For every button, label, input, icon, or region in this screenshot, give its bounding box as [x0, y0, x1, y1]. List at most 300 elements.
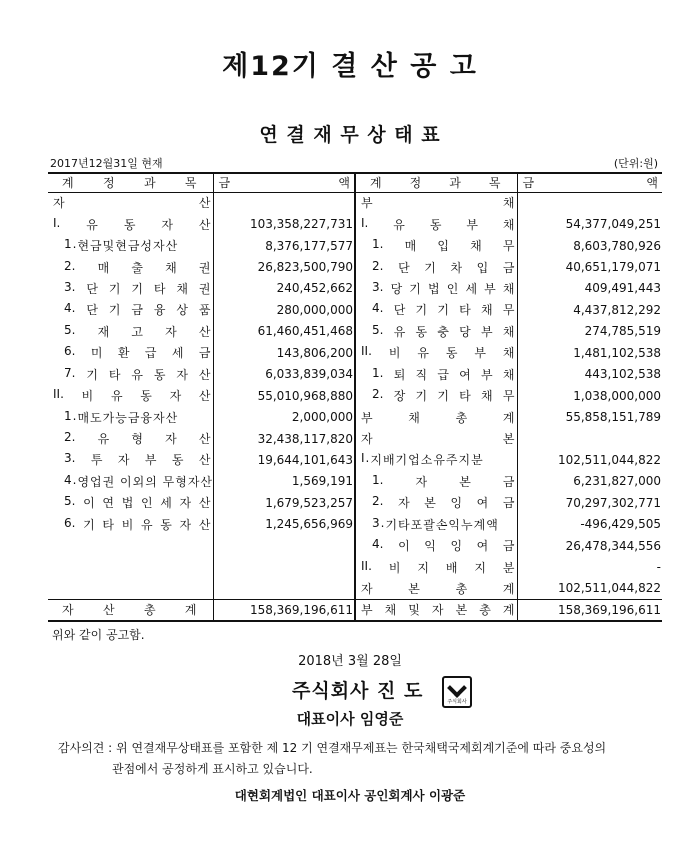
- table-row: [48, 213, 662, 234]
- account-label-part: 융: [153, 303, 166, 318]
- account-label-part: 산: [198, 324, 211, 339]
- account-label-part: 기: [131, 281, 143, 296]
- publication-date: 2018년 3월 28일: [298, 654, 402, 669]
- amount-cell: 61,460,451,468: [213, 321, 355, 342]
- amount-cell: 1,481,102,538: [517, 342, 662, 363]
- account-label-part: 정: [102, 176, 115, 191]
- account-label-part: 1.: [372, 237, 384, 252]
- account-label-part: 5.: [64, 322, 76, 337]
- account-label-part: 익: [424, 539, 436, 554]
- account-label-part: 부: [481, 367, 493, 382]
- account-label-part: 미: [90, 346, 103, 361]
- account-label-part: 비: [388, 346, 401, 361]
- account-label-part: 본: [459, 474, 471, 489]
- account-label-part: 단: [398, 260, 410, 275]
- amount-cell: 26,823,500,790: [213, 256, 355, 277]
- table-row: [48, 514, 662, 535]
- account-label-part: 자: [62, 603, 74, 618]
- table-row: [48, 192, 662, 213]
- table-row: [48, 471, 662, 492]
- account-label-part: 산: [198, 453, 211, 468]
- table-row: [48, 535, 662, 556]
- account-label-part: 1.: [64, 237, 78, 252]
- account-label-part: 자: [415, 474, 428, 489]
- account-label-part: 여: [459, 367, 471, 382]
- balance-sheet-table: [48, 172, 662, 622]
- notice-text: 위와 같이 공고함.: [52, 628, 145, 642]
- account-label-part: 타: [459, 389, 471, 404]
- account-label-part: 차: [450, 260, 463, 275]
- account-label-part: 금: [502, 260, 515, 275]
- table-row: [48, 449, 662, 470]
- account-label-part: 세: [160, 496, 172, 511]
- amount-cell: [517, 428, 662, 449]
- account-label-part: 동: [140, 389, 152, 404]
- account-label: [50, 301, 211, 318]
- account-label-part: 산: [198, 496, 211, 511]
- account-label-part: 부: [484, 281, 496, 296]
- audit-opinion-line1: 감사의견 : 위 연결재무상태표를 포함한 제 12 기 연결재무제표는 한국채택국제회계기준에 따라 중요성의: [58, 741, 607, 755]
- account-label-part: 매도가능금융자산: [77, 410, 179, 425]
- account-label-part: 법: [121, 496, 134, 511]
- amount-cell: 4,437,812,292: [517, 299, 662, 320]
- account-label-part: 기: [86, 367, 98, 382]
- table-row: [48, 556, 662, 577]
- account-label-part: 기타포괄손익누계액: [385, 517, 499, 532]
- account-label: [358, 580, 515, 597]
- account-label-part: 투: [90, 453, 103, 468]
- account-label-part: 동: [123, 217, 136, 232]
- table-row: [48, 299, 662, 320]
- account-label-part: 자: [53, 196, 65, 211]
- account-label-part: 자: [179, 496, 192, 511]
- account-label-part: 자: [431, 603, 444, 618]
- account-label-part: 당: [390, 281, 403, 296]
- account-label-part: 3.: [372, 279, 384, 294]
- amount-header: 금 액: [218, 176, 350, 191]
- auditor-name: 대현회계법인 대표이사 공인회계사 이광준: [234, 788, 466, 803]
- account-label-part: 세: [465, 281, 478, 296]
- account-label-part: 채: [502, 217, 515, 232]
- account-label-part: 산: [198, 217, 211, 232]
- account-label-part: 계: [370, 176, 382, 191]
- table-row: [48, 321, 662, 342]
- account-label-part: 급: [144, 346, 157, 361]
- account-label: [358, 516, 515, 533]
- account-label-part: 퇴: [393, 367, 406, 382]
- amount-cell: 54,377,049,251: [517, 213, 662, 234]
- account-label-part: 인: [446, 281, 459, 296]
- account-label-part: 3.: [64, 279, 76, 294]
- amount-cell: 32,438,117,820: [213, 428, 355, 449]
- amount-cell: 55,010,968,880: [213, 385, 355, 406]
- account-label-part: 타: [153, 281, 166, 296]
- account-label-part: 유: [97, 432, 110, 447]
- table-row: [48, 256, 662, 277]
- account-label-part: 지: [417, 560, 429, 575]
- amount-cell: 409,491,443: [517, 278, 662, 299]
- account-label-part: 자: [361, 432, 373, 447]
- table-header-row: [48, 173, 662, 192]
- account-label-part: 자: [179, 517, 192, 532]
- account-label: [358, 344, 515, 361]
- account-label-part: 유: [393, 324, 406, 339]
- amount-cell: 158,369,196,611: [517, 599, 662, 620]
- account-label: [358, 494, 515, 511]
- account-label-part: 잉: [450, 539, 463, 554]
- account-label-part: 2.: [372, 494, 384, 509]
- account-label-part: 금: [131, 303, 143, 318]
- amount-cell: [213, 535, 355, 556]
- unit-label: (단위:원): [613, 157, 658, 170]
- account-label: [50, 430, 211, 447]
- amount-cell: -496,429,505: [517, 514, 662, 535]
- account-label-part: 상: [176, 303, 188, 318]
- amount-cell: 8,376,177,577: [213, 235, 355, 256]
- account-label-part: 정: [409, 176, 422, 191]
- account-label-part: 환: [117, 346, 130, 361]
- account-label: [358, 409, 515, 426]
- account-label-part: 본: [502, 432, 515, 447]
- account-label: [50, 259, 211, 276]
- account-label: [50, 323, 211, 340]
- account-label-part: 직: [415, 367, 428, 382]
- account-label-part: 잉: [450, 496, 463, 511]
- account-label-part: 고: [131, 324, 143, 339]
- account-label-part: 유: [140, 517, 153, 532]
- account-label-part: 1.: [372, 472, 384, 487]
- amount-cell: 19,644,101,643: [213, 449, 355, 470]
- account-label: [50, 387, 211, 404]
- account-label-part: 채: [502, 324, 515, 339]
- account-label-part: 재: [97, 324, 110, 339]
- amount-cell: 1,038,000,000: [517, 385, 662, 406]
- account-label-part: 금: [502, 474, 515, 489]
- account-label-part: 채: [502, 281, 515, 296]
- account-label-part: 비: [81, 389, 94, 404]
- amount-cell: [213, 192, 355, 213]
- account-label-part: 산: [198, 196, 211, 211]
- account-label-part: 당: [459, 324, 471, 339]
- amount-cell: 6,033,839,034: [213, 364, 355, 385]
- account-label-part: II.: [53, 387, 64, 402]
- account-label-part: 비: [388, 560, 401, 575]
- account-label-part: 동: [171, 453, 184, 468]
- amount-cell: 443,102,538: [517, 364, 662, 385]
- account-label: [50, 601, 211, 618]
- amount-cell: 8,603,780,926: [517, 235, 662, 256]
- account-label: [358, 237, 515, 254]
- amount-cell: 103,358,227,731: [213, 213, 355, 234]
- account-label-part: 금: [502, 539, 515, 554]
- amount-cell: 70,297,302,771: [517, 492, 662, 513]
- account-label-part: II.: [361, 344, 372, 359]
- amount-cell: 26,478,344,556: [517, 535, 662, 556]
- account-label-part: 법: [428, 281, 440, 296]
- account-label: [50, 494, 211, 511]
- account-label: [358, 451, 515, 468]
- account-label-part: 산: [102, 603, 115, 618]
- account-label-part: 4.: [372, 301, 384, 316]
- account-label-part: 유: [131, 367, 143, 382]
- page-title: 제12기 결 산 공 고: [222, 51, 478, 82]
- account-label: [358, 323, 515, 340]
- account-label: [358, 194, 515, 211]
- account-label-part: 채: [408, 410, 420, 425]
- account-label: [358, 366, 515, 383]
- account-label-part: 총: [455, 410, 468, 425]
- account-label-part: 채: [502, 367, 515, 382]
- account-label-part: I.: [361, 215, 369, 230]
- account-label-part: 부: [144, 453, 157, 468]
- account-label-part: 유: [417, 346, 429, 361]
- statement-title: 연 결 재 무 상 태 표: [259, 124, 441, 146]
- account-label-part: 인: [140, 496, 153, 511]
- amount-cell: 143,806,200: [213, 342, 355, 363]
- account-label-part: 자: [165, 324, 177, 339]
- amount-cell: 102,511,044,822: [517, 449, 662, 470]
- table-row: [48, 492, 662, 513]
- account-label: [50, 237, 211, 254]
- ceo-name: 대표이사 임영준: [296, 710, 404, 728]
- account-label-part: 5.: [372, 322, 384, 337]
- amount-cell: 102,511,044,822: [517, 578, 662, 599]
- account-label-part: 출: [131, 260, 143, 275]
- account-label-part: 목: [184, 176, 197, 191]
- account-label-part: 연: [102, 496, 115, 511]
- amount-cell: 1,679,523,257: [213, 492, 355, 513]
- account-label-part: 금: [198, 346, 211, 361]
- account-label-part: 유: [110, 389, 123, 404]
- table-row: [48, 578, 662, 599]
- account-label-part: 2.: [372, 258, 384, 273]
- account-label-part: 자: [398, 496, 410, 511]
- amount-cell: 40,651,179,071: [517, 256, 662, 277]
- account-label-part: 본: [455, 603, 468, 618]
- account-label-part: 장: [393, 389, 406, 404]
- account-label-part: II.: [361, 558, 372, 573]
- account-label: [50, 280, 211, 297]
- account-label-part: 매: [404, 239, 417, 254]
- account-label-part: 기: [437, 389, 449, 404]
- account-label-part: 총: [479, 603, 491, 618]
- amount-cell: 55,858,151,789: [517, 406, 662, 427]
- account-label-part: 자: [161, 217, 173, 232]
- audit-opinion: [58, 738, 678, 780]
- account-label-part: 부: [474, 346, 486, 361]
- account-label-part: 현금및현금성자산: [77, 239, 179, 254]
- account-label-part: 계: [184, 603, 197, 618]
- account-label-part: 무: [502, 303, 515, 318]
- account-label: [50, 451, 211, 468]
- account-label-part: 배: [445, 560, 458, 575]
- account-label-part: 단: [86, 303, 98, 318]
- account-label-part: 및: [408, 603, 420, 618]
- account-label-part: 목: [488, 176, 501, 191]
- account-label-part: 이: [83, 496, 95, 511]
- account-label-part: 동: [160, 517, 172, 532]
- account-label-part: 부: [361, 603, 373, 618]
- account-label-part: 유: [86, 217, 98, 232]
- account-label-part: 동: [415, 324, 428, 339]
- account-label-part: 총: [455, 581, 468, 596]
- account-label-part: 7.: [64, 365, 76, 380]
- amount-cell: 1,569,191: [213, 471, 355, 492]
- account-label-part: 기: [424, 260, 436, 275]
- account-label-part: 입: [476, 260, 489, 275]
- account-label: [50, 366, 211, 383]
- account-label-part: 6.: [64, 344, 76, 359]
- account-label-part: 자: [165, 432, 177, 447]
- amount-cell: 1,245,656,969: [213, 514, 355, 535]
- amount-cell: 2,000,000: [213, 406, 355, 427]
- account-label: [50, 473, 211, 490]
- account-label-part: 기: [437, 303, 449, 318]
- account-label-part: 여: [476, 496, 489, 511]
- account-label-part: 본: [424, 496, 436, 511]
- table-total-row: [48, 599, 662, 620]
- amount-cell: [213, 556, 355, 577]
- account-label-part: 계: [502, 410, 515, 425]
- account-label: [358, 537, 515, 554]
- account-label: [358, 430, 515, 447]
- account-label-part: 1.: [372, 365, 384, 380]
- account-label-part: 총: [143, 603, 156, 618]
- account-label-part: 자: [176, 367, 188, 382]
- account-label-part: 계: [62, 176, 74, 191]
- account-label-part: 급: [437, 367, 449, 382]
- seal-text: 주식회사: [447, 699, 467, 705]
- amount-cell: -: [517, 556, 662, 577]
- account-label-part: 권: [198, 281, 211, 296]
- account-label-part: 자: [117, 453, 130, 468]
- account-label-part: 기: [409, 281, 421, 296]
- account-label-part: 계: [502, 603, 515, 618]
- amount-cell: 280,000,000: [213, 299, 355, 320]
- account-label-part: 기: [415, 389, 428, 404]
- amount-cell: 6,231,827,000: [517, 471, 662, 492]
- account-label-part: 동: [445, 346, 458, 361]
- account-label-part: 채: [470, 239, 482, 254]
- account-label-part: 비: [121, 517, 134, 532]
- account-label-part: I.: [53, 215, 61, 230]
- account-label-part: 채: [384, 603, 397, 618]
- account-label-part: 산: [198, 432, 211, 447]
- account-label-part: 채: [176, 281, 188, 296]
- amount-cell: 274,785,519: [517, 321, 662, 342]
- account-label: [50, 516, 211, 533]
- table-row: [48, 278, 662, 299]
- account-label: [358, 259, 515, 276]
- account-label: [50, 174, 211, 191]
- account-label-part: I.: [361, 451, 371, 466]
- table-row: [48, 342, 662, 363]
- account-label-part: 충: [437, 324, 449, 339]
- table-row: [48, 406, 662, 427]
- account-label-part: 타: [459, 303, 471, 318]
- account-label-part: 2.: [372, 387, 384, 402]
- amount-cell: [213, 578, 355, 599]
- account-label-part: 채: [165, 260, 177, 275]
- account-label-part: 세: [171, 346, 184, 361]
- account-label-part: 기: [108, 281, 121, 296]
- account-label-part: 4.: [64, 301, 76, 316]
- account-label: [358, 216, 515, 233]
- account-label-part: 3.: [64, 451, 76, 466]
- account-label-part: 매: [97, 260, 110, 275]
- audit-opinion-line2: 관점에서 공정하게 표시하고 있습니다.: [112, 762, 313, 776]
- account-label-part: 부: [361, 196, 373, 211]
- account-label-part: 채: [481, 303, 493, 318]
- account-label: [50, 216, 211, 233]
- account-label: [358, 559, 515, 576]
- account-label: [358, 301, 515, 318]
- account-label-part: 산: [198, 517, 211, 532]
- company-name: 주식회사 진 도: [292, 680, 424, 702]
- account-label-part: 형: [131, 432, 143, 447]
- amount-cell: 158,369,196,611: [213, 599, 355, 620]
- account-label-part: 무: [502, 239, 515, 254]
- account-label-part: 2.: [64, 430, 76, 445]
- account-label-part: 기: [415, 303, 428, 318]
- table-row: [48, 235, 662, 256]
- account-label-part: 영업권 이외의 무형자산: [77, 474, 213, 489]
- account-label-part: 부: [361, 410, 373, 425]
- account-label-part: 계: [502, 581, 515, 596]
- account-label-part: 자: [169, 389, 182, 404]
- account-label-part: 분: [502, 560, 515, 575]
- account-label-part: 채: [481, 389, 493, 404]
- table-row: [48, 428, 662, 449]
- account-label-part: 2.: [64, 258, 76, 273]
- account-label: [50, 194, 211, 211]
- account-label-part: 품: [198, 303, 211, 318]
- amount-cell: 240,452,662: [213, 278, 355, 299]
- account-label-part: 4.: [372, 537, 384, 552]
- account-label: [358, 387, 515, 404]
- account-label: [358, 601, 515, 618]
- account-label-part: 여: [476, 539, 489, 554]
- account-label: [358, 174, 515, 191]
- account-label-part: 산: [198, 367, 211, 382]
- table-row: [48, 364, 662, 385]
- account-label: [358, 473, 515, 490]
- account-label-part: 타: [108, 367, 121, 382]
- account-label-part: 입: [437, 239, 449, 254]
- account-label: [358, 280, 515, 297]
- account-label-part: 6.: [64, 515, 76, 530]
- account-label-part: 산: [198, 389, 211, 404]
- account-label-part: 1.: [64, 408, 78, 423]
- account-label-part: 채: [502, 346, 515, 361]
- account-label-part: 동: [153, 367, 166, 382]
- company-seal-icon: [442, 676, 472, 708]
- account-label-part: 단: [393, 303, 406, 318]
- amount-header: 금 액: [522, 176, 658, 191]
- account-label-part: 4.: [64, 472, 78, 487]
- account-label-part: 자: [361, 581, 373, 596]
- account-label-part: 유: [393, 217, 405, 232]
- account-label-part: 5.: [64, 494, 76, 509]
- account-label-part: 지배기업소유주지분: [370, 453, 484, 468]
- account-label-part: 이: [398, 539, 410, 554]
- account-label-part: 부: [481, 324, 493, 339]
- account-label-part: 과: [449, 176, 461, 191]
- amount-cell: [517, 192, 662, 213]
- account-label-part: 본: [408, 581, 420, 596]
- account-label-part: 채: [502, 196, 515, 211]
- account-label-part: 무: [502, 389, 515, 404]
